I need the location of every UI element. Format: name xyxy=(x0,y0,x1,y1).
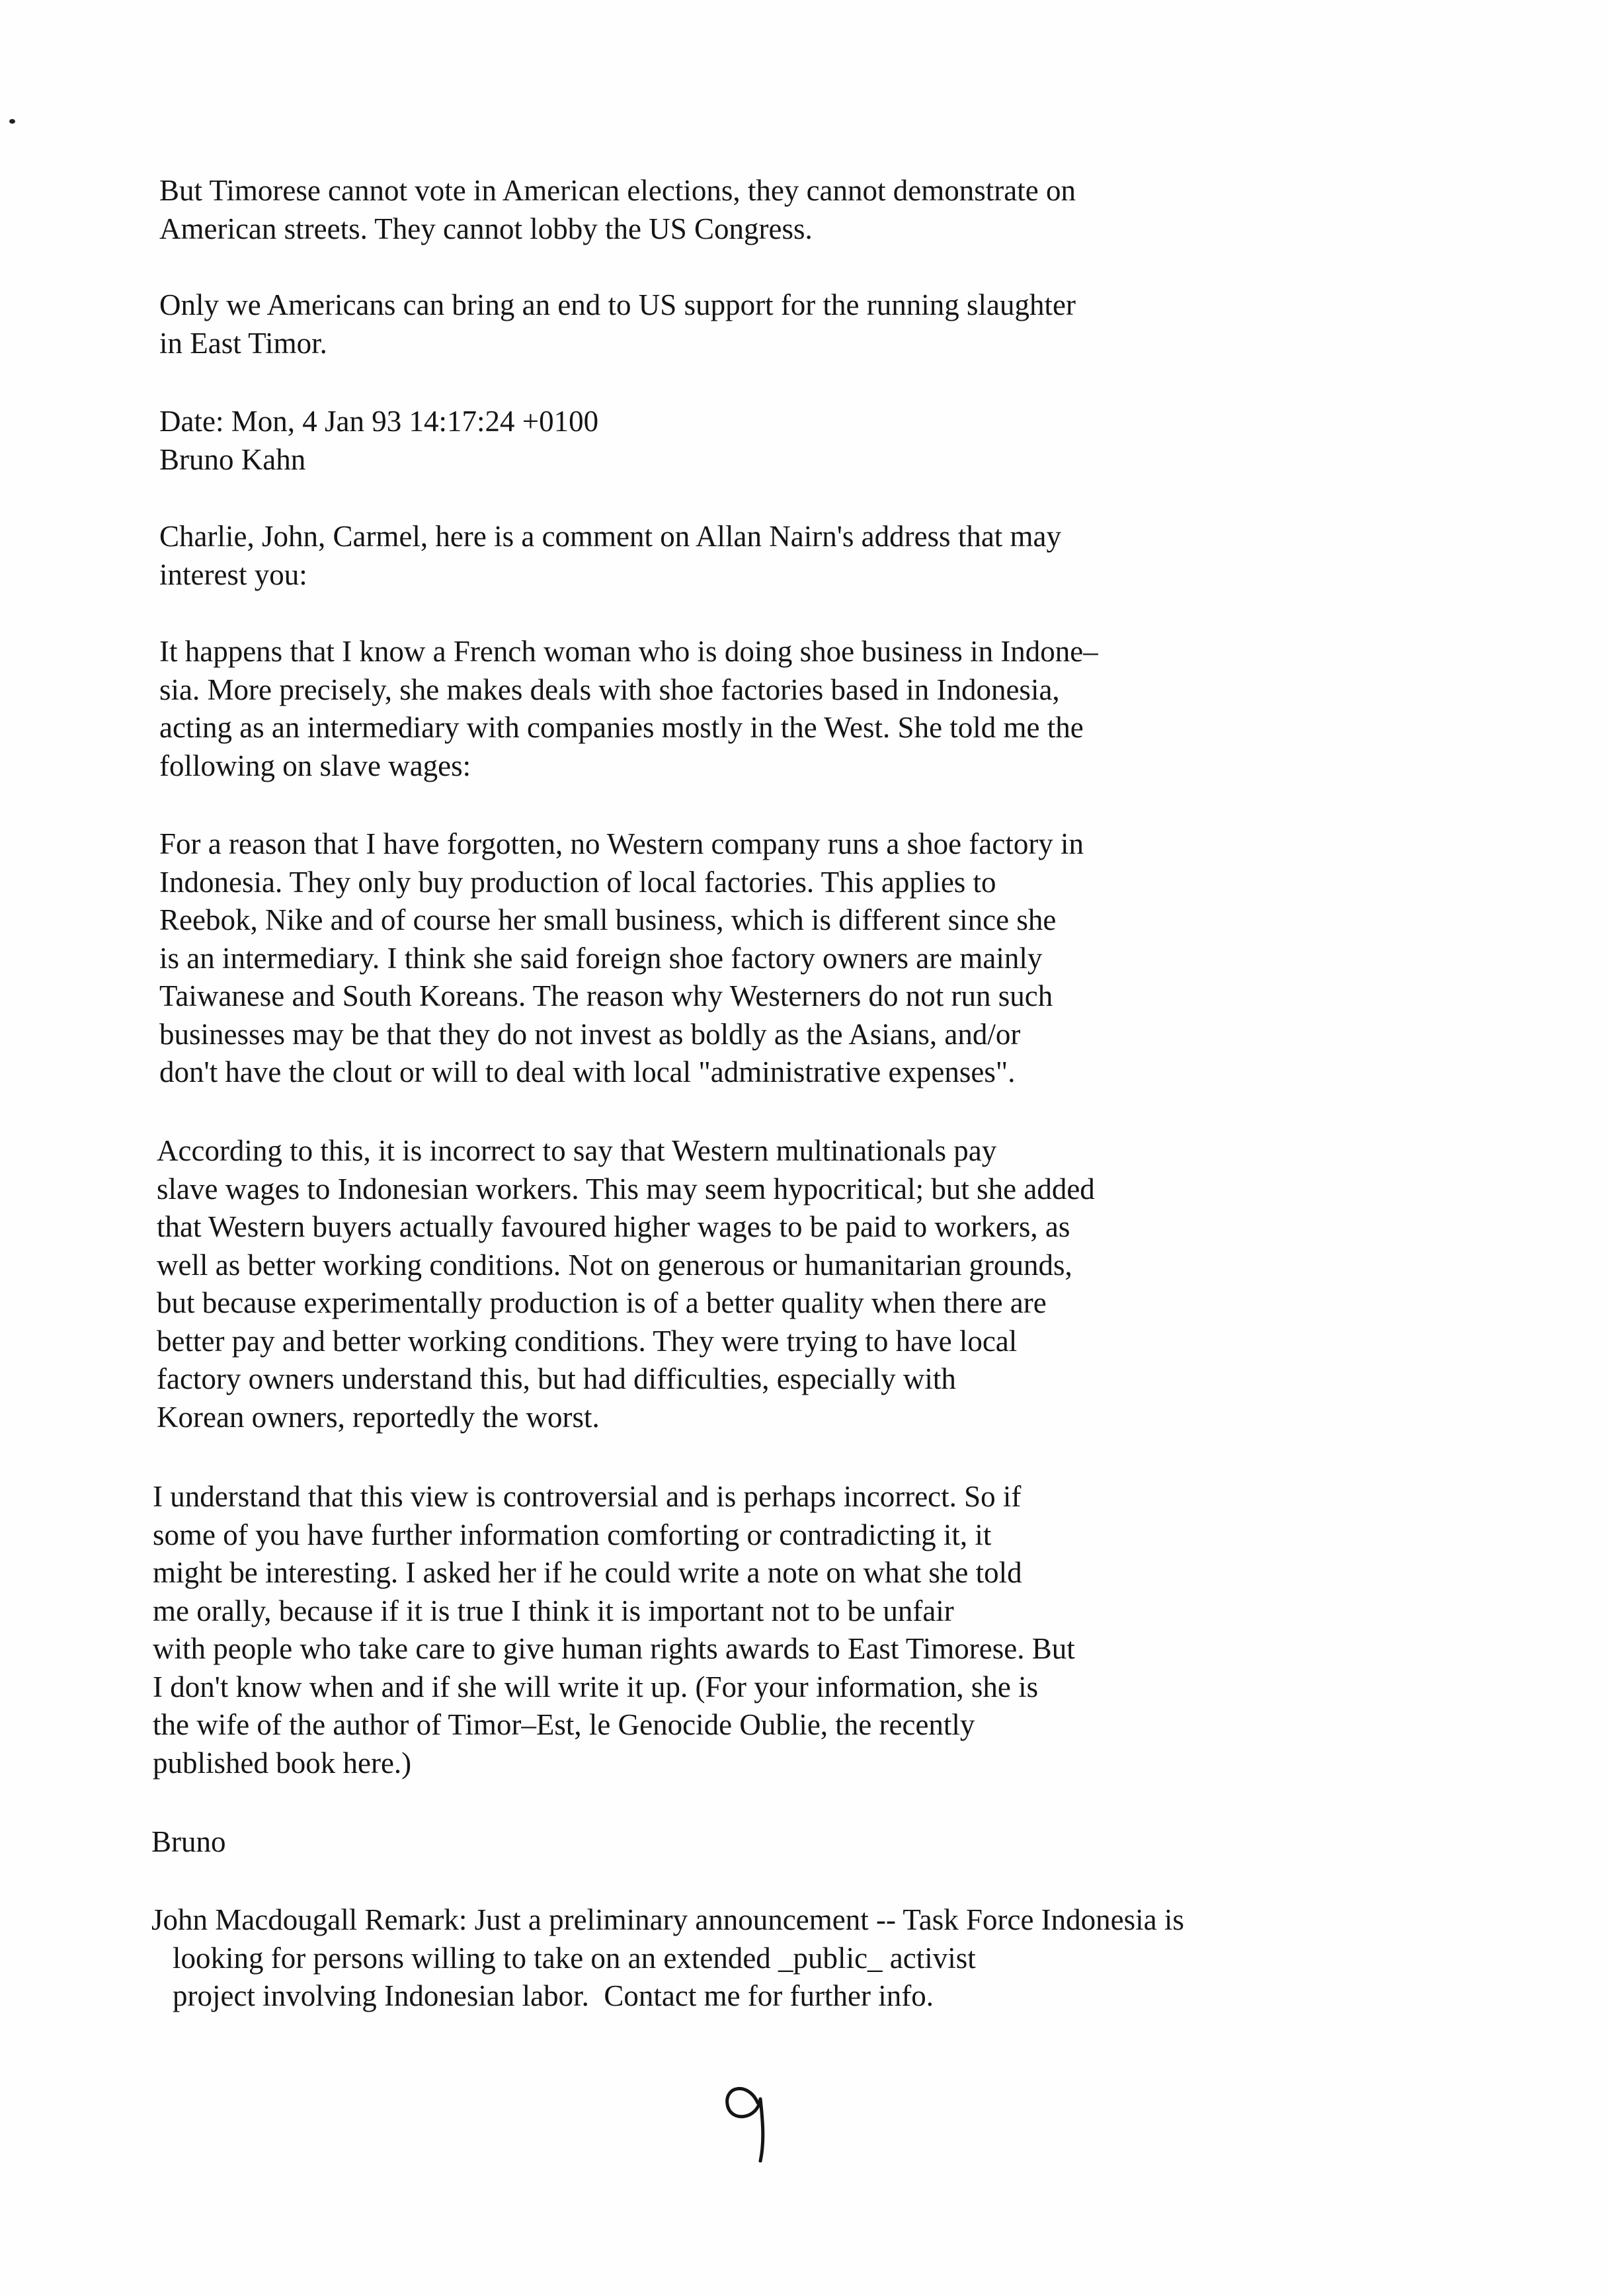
text-line: well as better working conditions. Not on generous or humanitarian grounds, xyxy=(157,1248,1072,1282)
text-line: acting as an intermediary with companies mostly in the West. She told me the xyxy=(159,711,1084,744)
author-line: Bruno Kahn xyxy=(159,442,306,476)
text-line: is an intermediary. I think she said foreign shoe factory owners are mainly xyxy=(159,941,1043,975)
text-line: following on slave wages: xyxy=(159,749,471,782)
text-line: But Timorese cannot vote in American elections, they cannot demonstrate on xyxy=(159,174,1076,207)
text-line: Only we Americans can bring an end to US support for the running slaughter xyxy=(159,288,1076,321)
date-line: Date: Mon, 4 Jan 93 14:17:24 +0100 xyxy=(159,405,599,438)
text-line: American streets. They cannot lobby the US Congress. xyxy=(159,212,813,245)
text-line: John Macdougall Remark: Just a preliminary announcement -- Task Force Indonesia is xyxy=(151,1903,1184,1936)
text-line: According to this, it is incorrect to say that Western multinationals pay xyxy=(157,1134,997,1167)
text-line: interest you: xyxy=(159,557,307,591)
text-line: Charlie, John, Carmel, here is a comment on Allan Nairn's address that may xyxy=(159,520,1062,553)
text-line: Indonesia. They only buy production of local factories. This applies to xyxy=(159,865,996,899)
scan-speck xyxy=(9,119,15,124)
text-line: better pay and better working conditions. They were trying to have local xyxy=(157,1324,1018,1358)
text-line: Reebok, Nike and of course her small business, which is different since she xyxy=(159,903,1057,936)
remark xyxy=(151,1901,1184,2016)
signature-name: Bruno xyxy=(151,1825,226,1858)
text-line: sia. More precisely, she makes deals with shoe factories based in Indonesia, xyxy=(159,673,1060,706)
paragraph-7 xyxy=(157,1132,1095,1436)
text-line: Korean owners, reportedly the worst. xyxy=(157,1400,600,1434)
paragraph-8 xyxy=(153,1478,1075,1782)
handwritten-page-number xyxy=(719,2076,779,2162)
paragraph-1 xyxy=(159,172,1076,248)
text-line: For a reason that I have forgotten, no Western company runs a shoe factory in xyxy=(159,827,1084,860)
paragraph-6 xyxy=(159,825,1084,1092)
text-line: might be interesting. I asked her if he could write a note on what she told xyxy=(153,1556,1022,1589)
text-line: businesses may be that they do not invest as boldly as the Asians, and/or xyxy=(159,1017,1021,1051)
text-line: I don't know when and if she will write it up. (For your information, she is xyxy=(153,1670,1039,1703)
text-line: Taiwanese and South Koreans. The reason why Westerners do not run such xyxy=(159,979,1053,1012)
text-line: project involving Indonesian labor. Contact me for further info. xyxy=(173,1979,934,2012)
text-line: slave wages to Indonesian workers. This may seem hypocritical; but she added xyxy=(157,1172,1095,1206)
text-line: I understand that this view is controversial and is perhaps incorrect. So if xyxy=(153,1480,1022,1513)
text-line: that Western buyers actually favoured higher wages to be paid to workers, as xyxy=(157,1210,1070,1243)
text-line: but because experimentally production is of a better quality when there are xyxy=(157,1286,1047,1319)
text-line: published book here.) xyxy=(153,1746,412,1780)
text-line: with people who take care to give human rights awards to East Timorese. But xyxy=(153,1632,1075,1665)
text-line: me orally, because if it is true I think it is important not to be unfair xyxy=(153,1594,954,1627)
paragraph-2 xyxy=(159,286,1076,362)
signature xyxy=(151,1823,226,1862)
paragraph-5 xyxy=(159,633,1098,785)
text-line: factory owners understand this, but had difficulties, especially with xyxy=(157,1362,956,1395)
text-line: It happens that I know a French woman who is doing shoe business in Indone– xyxy=(159,635,1098,668)
text-line: the wife of the author of Timor–Est, le Genocide Oublie, the recently xyxy=(153,1708,975,1741)
text-line: don't have the clout or will to deal with local "administrative expenses". xyxy=(159,1055,1016,1088)
message-header xyxy=(159,403,598,479)
text-line: some of you have further information comforting or contradicting it, it xyxy=(153,1518,992,1551)
text-line: looking for persons willing to take on an extended _public_ activist xyxy=(173,1941,976,1975)
paragraph-4 xyxy=(159,518,1061,594)
text-line: in East Timor. xyxy=(159,326,327,360)
